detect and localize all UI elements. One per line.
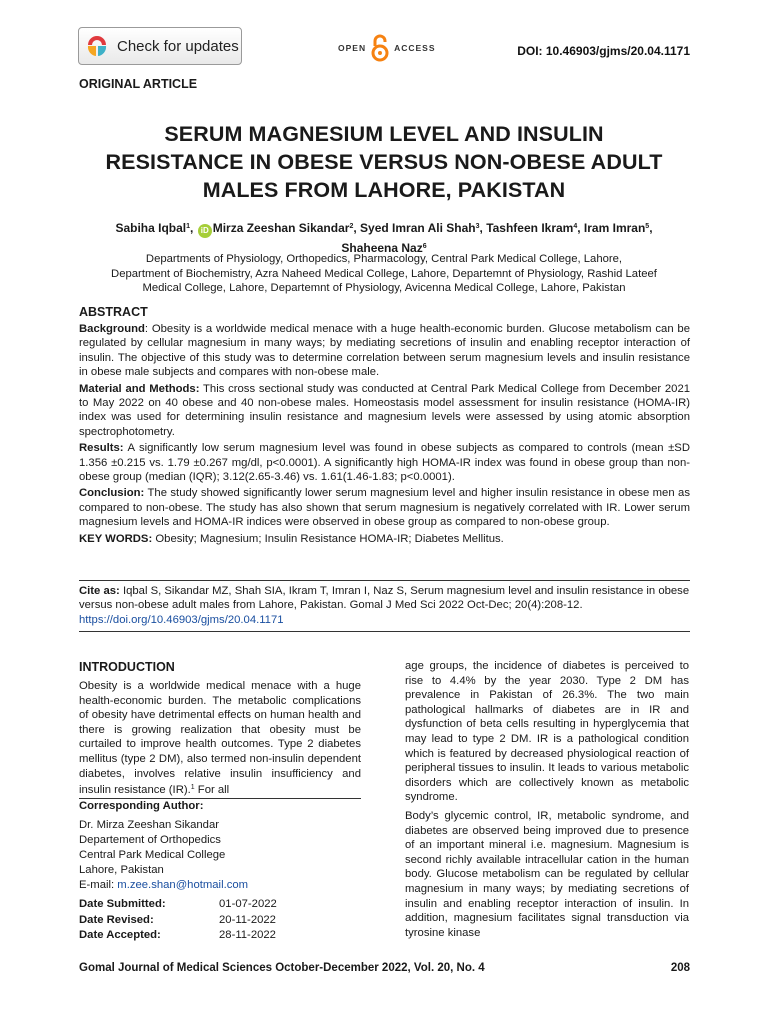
corresponding-author-heading: Corresponding Author: — [79, 800, 204, 812]
article-type: ORIGINAL ARTICLE — [79, 77, 198, 91]
author-name: Sabiha Iqbal — [115, 221, 187, 235]
affiliations — [80, 252, 688, 296]
crossmark-icon — [87, 35, 107, 57]
date-row: Date Submitted: 01-07-2022 — [79, 898, 277, 910]
title-line: RESISTANCE IN OBESE VERSUS NON-OBESE ADULT — [105, 150, 663, 174]
author-name: Syed Imran Ali Shah — [360, 221, 476, 235]
author-name: Tashfeen Ikram — [486, 221, 574, 235]
open-access-access-text: ACCESS — [394, 43, 436, 53]
abstract-conclusion: Conclusion: The study showed significantly lower serum magnesium level and higher insulin resistance in obese men as compared to non-obese. The study has also shown that serum magnesium is negatively correlated with IR. Lower serum magnesium levels and HOMA-IR indices were observed in obese group as compared to non-obese group. — [79, 487, 690, 529]
author-name: Iram Imran — [583, 221, 646, 235]
introduction-heading: INTRODUCTION — [79, 660, 175, 674]
citation: Cite as: Iqbal S, Sikandar MZ, Shah SIA, Ikram T, Imran I, Naz S, Serum magnesium level and insulin resistance in obese versus non-obese adult males from Lahore, Pakistan. Gomal J Med Sci 2022 Oct-Dec; 20(4):208-12. https://doi.org/10.46903/gjms/20.04.1171 — [79, 585, 690, 626]
author-list: Sabiha Iqbal$^1$, iD Mirza Zeeshan Sikandar$^2$, Syed Imran Ali Shah$^3$, Tashfeen Ikram$^4$, Iram Imran$^5$, Shaheena Naz$^6$ — [115, 221, 653, 255]
article-dates — [79, 897, 329, 944]
open-access-open-text: OPEN — [338, 43, 367, 53]
abstract-keywords: KEY WORDS: Obesity; Magnesium; Insulin Resistance HOMA-IR; Diabetes Mellitus. — [79, 532, 504, 545]
check-for-updates-label: Check for updates — [117, 37, 239, 55]
article-title — [80, 120, 688, 204]
email-link[interactable]: m.zee.shan@hotmail.com — [117, 879, 249, 891]
abstract-background: Background: Obesity is a worldwide medical menace with a huge health-economic burden. Glucose metabolism can be regulated by cellular magnesium in many ways; by mediating secretions of insulin and enabling receptor interaction of insulin. The objective of this study was to determine correlation between serum magnesium levels and insulin resistance in obese male subjects and compares with non-obese male. — [79, 323, 690, 379]
divider — [79, 580, 690, 581]
open-access-logo — [338, 34, 438, 62]
citation-doi-link[interactable]: https://doi.org/10.46903/gjms/20.04.1171 — [79, 613, 284, 626]
divider — [79, 798, 361, 799]
abstract-methods: Material and Methods: This cross sectional study was conducted at Central Park Medical College from December 2021 to May 2022 on 40 obese and 40 non-obese males. Homeostasis model assessment for insulin resistance (HOMA-IR) index was used for determining insulin resistance and magnesium levels were assessed by using atomic absorption spectrophotometry. — [79, 382, 691, 438]
check-for-updates-button[interactable] — [78, 27, 242, 65]
affiliation-line: Department of Biochemistry, Azra Naheed Medical College, Lahore, Departemnt of Physiology, Rashid Lateef — [111, 267, 657, 280]
affiliation-line: Departments of Physiology, Orthopedics, Pharmacology, Central Park Medical College, Lahore, — [145, 253, 623, 265]
divider — [79, 631, 690, 632]
orcid-icon[interactable]: iD — [198, 224, 212, 238]
open-lock-icon — [370, 34, 390, 62]
abstract-heading: ABSTRACT — [79, 305, 148, 319]
doi-text: DOI: 10.46903/gjms/20.04.1171 — [517, 44, 690, 58]
author-name: Mirza Zeeshan Sikandar — [212, 221, 350, 235]
author-name: Shaheena Naz — [341, 241, 423, 255]
body-paragraph: Body’s glycemic control, IR, metabolic syndrome, and diabetes are observed being improved due to presence of an important mineral i.e. magnesium. Magnesium is second richly available intracellular cation in the human body. Glucose metabolism can be regulated by cellular magnesium in many ways; by mediating secretions of insulin and enabling receptor interaction of insulin. In addition, magnesium facilitates signal transduction via tyrosine kinase — [405, 809, 689, 939]
page-number: 208 — [670, 962, 690, 974]
introduction-text: Obesity is a worldwide medical menace with a huge health-economic burden. The metabolic complications of obesity have detrimental effects on human health and there is growing realization that obesity must be curtailed to improve health outcomes. Type 2 diabetes mellitus (type 2 DM), also termed non-insulin dependent diabetes, involves relative insulin insufficiency and insulin resistance (IR).$^1$ For all — [79, 680, 361, 797]
corresponding-author-details: Dr. Mirza Zeeshan Sikandar Departement of Orthopedics Central Park Medical College Lahore, Pakistan E-mail: m.zee.shan@hotmail.com — [79, 819, 249, 891]
date-row: Date Revised: 20-11-2022 — [79, 913, 276, 926]
affiliation-line: Medical College, Lahore, Departemnt of Physiology, Avicenna Medical College, Lahore, Pakistan — [142, 282, 626, 295]
abstract-results: Results: A significantly low serum magnesium level was found in obese subjects as compared to controls (mean ±SD 1.356 ±0.215 vs. 1.79 ±0.267 mg/dl, p<0.0001). A significantly high HOMA-IR index was found in obese group than non-obese group (median (IQR); 3.12(2.65-3.46) vs. 1.61(1.46-1.83; p<0.0001). — [79, 442, 690, 484]
date-row: Date Accepted: 28-11-2022 — [79, 929, 276, 941]
title-line: SERUM MAGNESIUM LEVEL AND INSULIN — [164, 122, 604, 146]
title-line: MALES FROM LAHORE, PAKISTAN — [202, 178, 566, 202]
journal-footer: Gomal Journal of Medical Sciences October-December 2022, Vol. 20, No. 4 — [79, 962, 485, 974]
body-paragraph: age groups, the incidence of diabetes is perceived to rise to 4.4% by the year 2030. Type 2 DM has prevalence in Pakistan of 26.3%. The two main pathological hallmarks of diabetes are in IR and dysfunction of beta cells resulting in hyperglycemia that may lead to type 2 DM. IR is a pathological condition which is featured by decreased physiological reaction of peripheral tissues to insulin. It leads to various metabolic disorders which are collectively known as metabolic syndrome. — [405, 660, 689, 804]
right-column-text — [405, 659, 689, 940]
abstract-body — [79, 322, 690, 548]
